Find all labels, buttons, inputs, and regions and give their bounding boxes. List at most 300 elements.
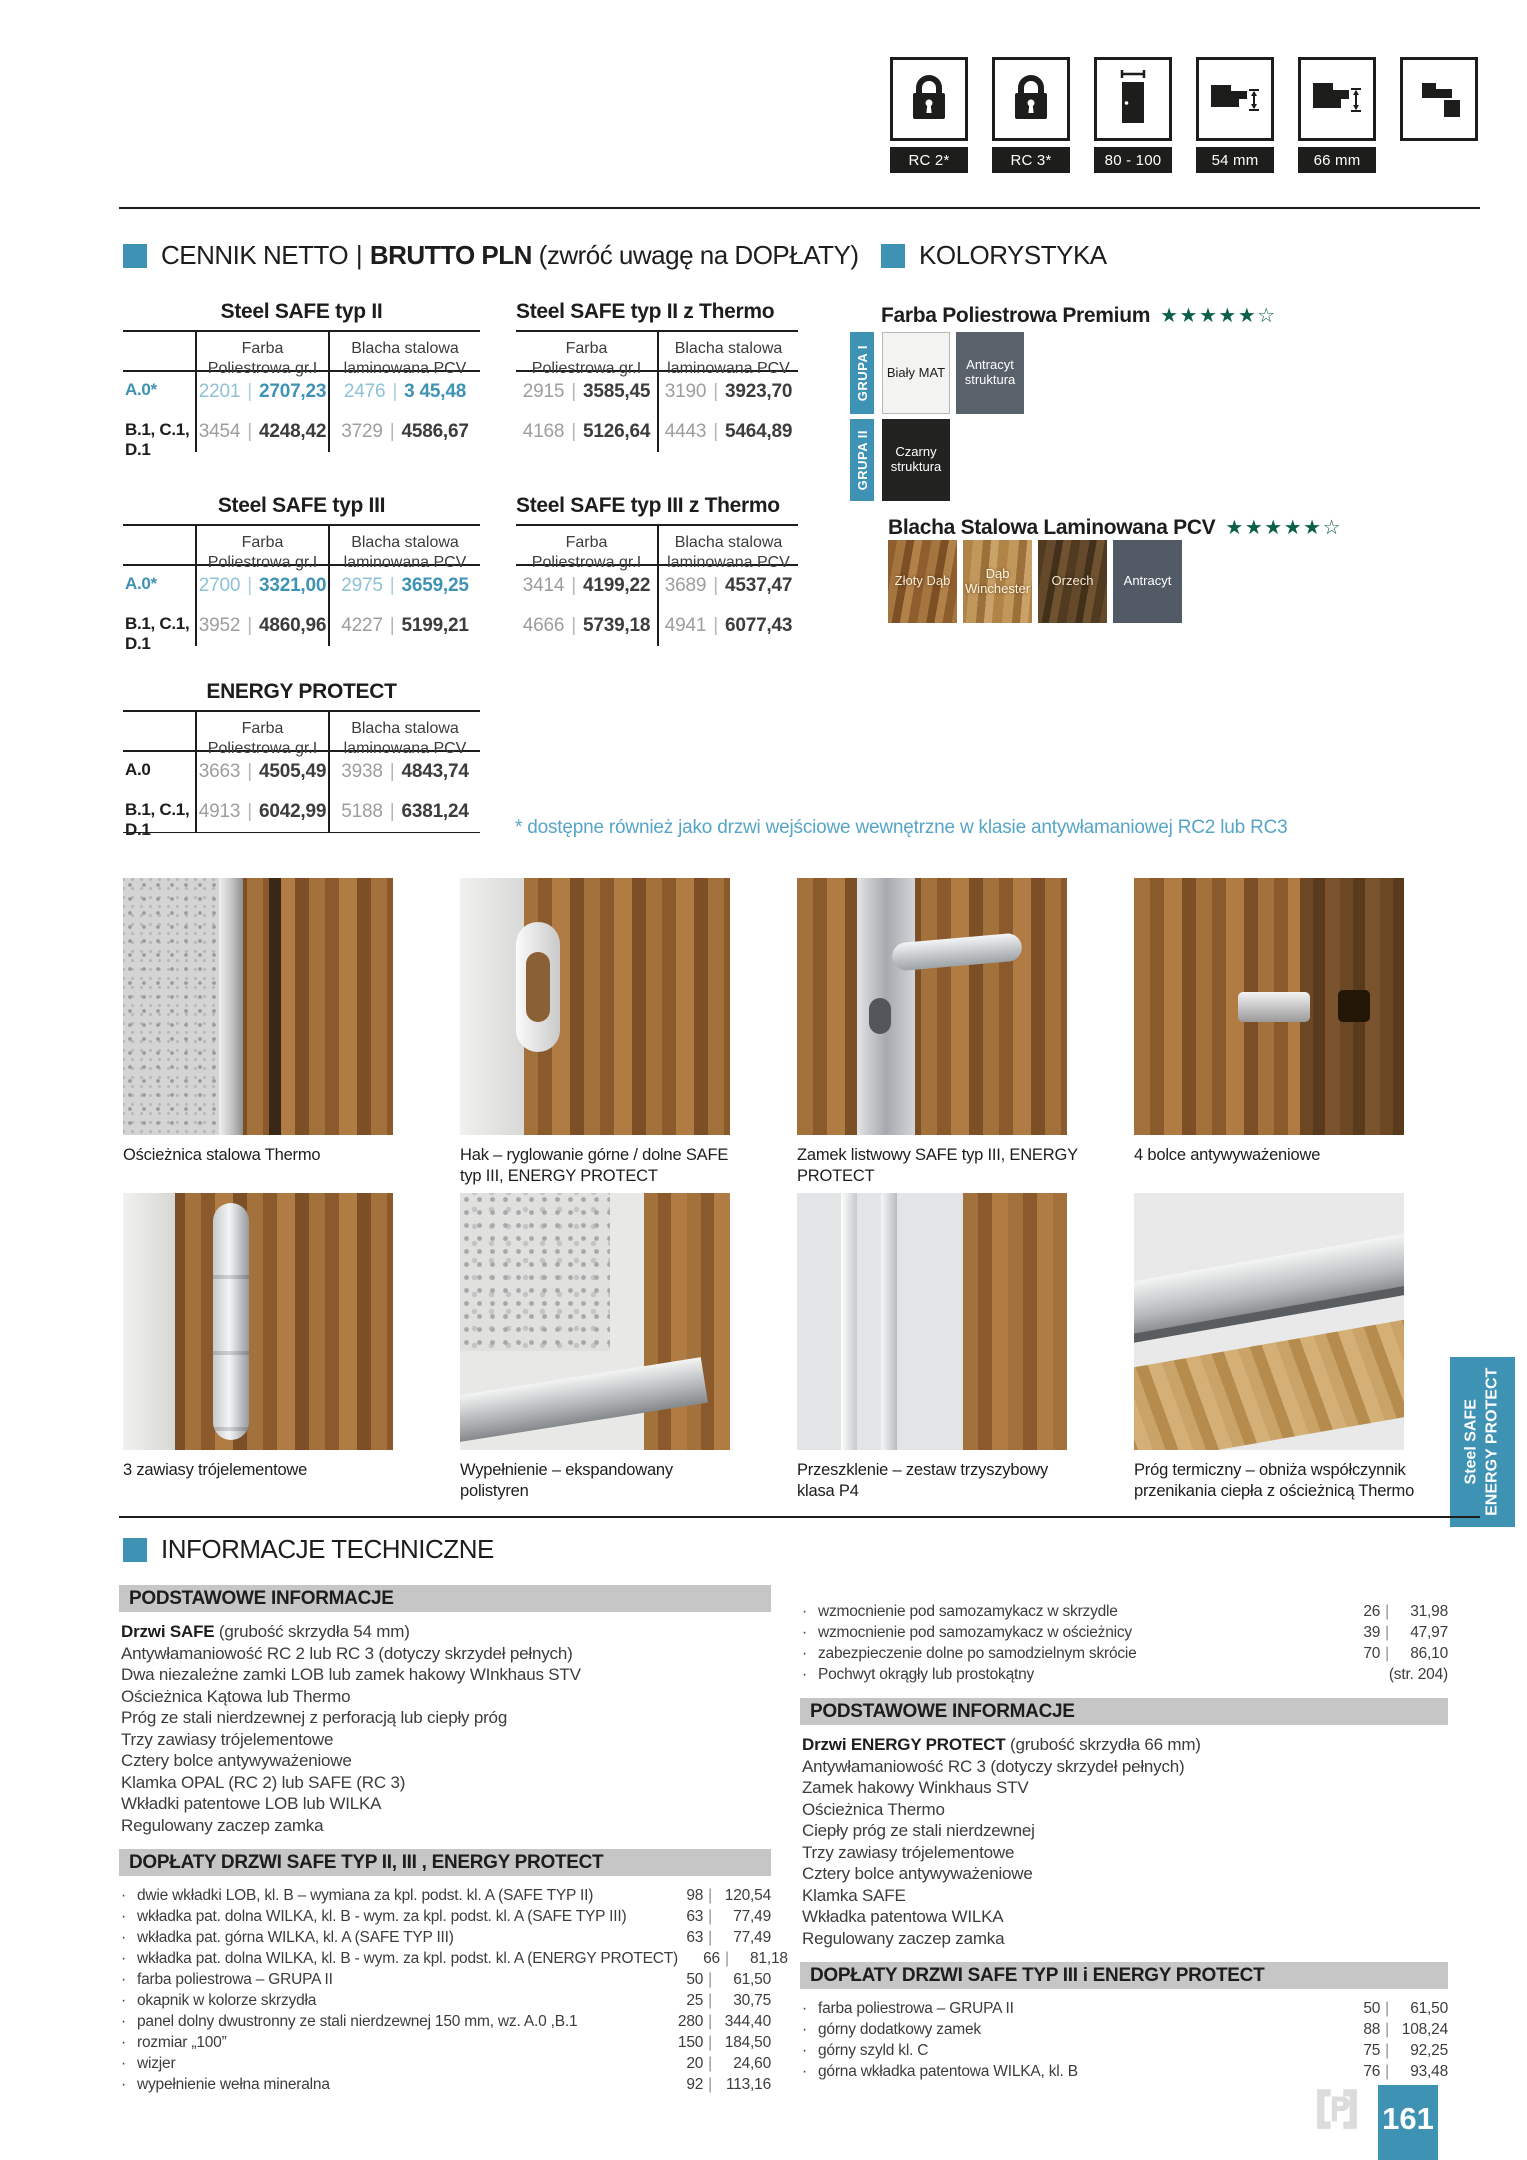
badge-label: 54 mm bbox=[1196, 147, 1274, 173]
bullet-icon: · bbox=[121, 1929, 126, 1946]
surcharge-price: 50 | 61,50 bbox=[661, 1969, 771, 1990]
surcharge-text: dwie wkładki LOB, kl. B – wymiana za kpl. podst. kl. A (SAFE TYP II) bbox=[137, 1887, 594, 1904]
info-line: Dwa niezależne zamki LOB lub zamek hakowy WInkhaus STV bbox=[121, 1665, 581, 1684]
column-header: Blacha stalowa laminowana PCV bbox=[657, 332, 798, 372]
certification-badge bbox=[890, 57, 968, 173]
gross-price: 3659,25 bbox=[401, 575, 469, 597]
surcharge-text: zabezpieczenie dolne po samodzielnym skrócie bbox=[818, 1645, 1137, 1662]
surcharge-row bbox=[802, 2019, 1448, 2040]
column-header: Blacha stalowa laminowana PCV bbox=[328, 526, 480, 566]
gross-price: 4537,47 bbox=[724, 575, 793, 597]
row-label: B.1, C.1, D.1 bbox=[125, 800, 190, 839]
surcharge-row bbox=[121, 1969, 771, 1990]
info-line: Antywłamaniowość RC 3 (dotyczy skrzydeł pełnych) bbox=[802, 1756, 1185, 1776]
tech-column-right bbox=[800, 1592, 1448, 2095]
surcharge-text: panel dolny dwustronny ze stali nierdzewnej 150 mm, wz. A.0 ,B.1 bbox=[137, 2013, 578, 2030]
page-number: 161 bbox=[1378, 2085, 1438, 2160]
surcharge-price: 63 | 77,49 bbox=[661, 1906, 771, 1927]
surcharge-price: 70 | 86,10 bbox=[1338, 1643, 1448, 1664]
bullet-icon: · bbox=[121, 1971, 126, 1988]
price-cell: 2975 | 3659,25 bbox=[328, 566, 480, 606]
photo-figure bbox=[1134, 1193, 1415, 1508]
price-table bbox=[123, 680, 480, 839]
photo-layer bbox=[269, 878, 281, 1135]
photo-layer bbox=[213, 1203, 249, 1440]
photo-caption: Ościeżnica stalowa Thermo bbox=[123, 1146, 321, 1164]
gross-price: 4586,67 bbox=[401, 421, 469, 443]
net-price: 4168 bbox=[522, 421, 565, 443]
surcharge-row bbox=[802, 1622, 1448, 1643]
star-filled-icon: ★ bbox=[1218, 305, 1238, 327]
gross-price: 113,16 bbox=[725, 2076, 771, 2093]
net-price: 2700 bbox=[198, 575, 241, 597]
surcharge-price: 75 | 92,25 bbox=[1338, 2040, 1448, 2061]
photo-layer bbox=[123, 1193, 175, 1450]
price-table-title: Steel SAFE typ III bbox=[217, 494, 386, 517]
photo-layer bbox=[219, 878, 243, 1135]
info-line: Zamek hakowy Winkhaus STV bbox=[802, 1778, 1029, 1797]
rating-stars-icon bbox=[1160, 303, 1277, 328]
surcharge-price: 66 | 81,18 bbox=[678, 1948, 788, 1969]
surcharge-text: farba poliestrowa – GRUPA II bbox=[818, 2000, 1014, 2017]
laminated-steel-heading bbox=[888, 515, 1342, 540]
surcharge-row bbox=[121, 1927, 771, 1948]
side-tab-label bbox=[1462, 1368, 1504, 1516]
surcharge-price: 280 | 344,40 bbox=[661, 2011, 771, 2032]
surcharge-row bbox=[802, 2061, 1448, 2082]
column-header: Blacha stalowa laminowana PCV bbox=[328, 712, 480, 752]
photo-layer bbox=[869, 998, 891, 1034]
price-table-grid bbox=[123, 524, 480, 653]
photo-figure bbox=[460, 1193, 730, 1508]
gross-price: 3 45,48 bbox=[404, 381, 467, 403]
laminated-steel-title: Blacha Stalowa Laminowana PCV bbox=[888, 515, 1216, 539]
photo-layer bbox=[123, 878, 219, 1135]
price-cell: 2915 | 3585,45 bbox=[522, 381, 651, 403]
net-price: 2201 bbox=[198, 381, 241, 403]
photo-layer bbox=[841, 1193, 857, 1450]
badge-box bbox=[1094, 57, 1172, 141]
lock-photo bbox=[797, 878, 1067, 1135]
gross-price: 344,40 bbox=[724, 2013, 771, 2030]
photo-figure bbox=[460, 878, 730, 1193]
gross-price: 6381,24 bbox=[401, 801, 469, 823]
surcharge-row bbox=[121, 2011, 771, 2032]
column-header: Blacha stalowa laminowana PCV bbox=[328, 332, 480, 372]
net-price: 50 bbox=[1363, 2000, 1381, 2017]
net-price: 76 bbox=[1363, 2063, 1381, 2080]
price-table bbox=[516, 494, 798, 646]
gross-price: 4248,42 bbox=[258, 421, 327, 443]
info-line: Trzy zawiasy trójelementowe bbox=[802, 1842, 1015, 1862]
info-line: Trzy zawiasy trójelementowe bbox=[121, 1729, 334, 1749]
surcharge-row bbox=[121, 2074, 771, 2095]
gross-price: 86,10 bbox=[1410, 1645, 1448, 1662]
tech-heading-text: INFORMACJE TECHNICZNE bbox=[161, 1534, 494, 1564]
photo-figure bbox=[123, 878, 393, 1193]
price-table-grid bbox=[516, 524, 798, 646]
star-filled-icon: ★ bbox=[1283, 517, 1304, 539]
net-price: 50 bbox=[686, 1971, 704, 1988]
badge-box bbox=[1298, 57, 1376, 141]
surcharge-row bbox=[802, 1664, 1448, 1685]
surcharge-text: wkładka pat. dolna WILKA, kl. B - wym. za kpl. podst. kl. A (SAFE TYP III) bbox=[137, 1908, 627, 1925]
surcharge-text: wkładka pat. dolna WILKA, kl. B - wym. za kpl. podst. kl. A (ENERGY PROTECT) bbox=[137, 1950, 678, 1967]
basic-info-list bbox=[121, 1621, 771, 1836]
gross-price: 61,50 bbox=[1410, 2000, 1448, 2017]
bullet-icon: · bbox=[802, 2021, 807, 2038]
group-tab-label: GRUPA I bbox=[854, 344, 870, 402]
photo-layer bbox=[526, 952, 550, 1022]
group-tab-label: GRUPA II bbox=[854, 429, 870, 491]
bullet-icon: · bbox=[121, 1908, 126, 1925]
surcharge-row bbox=[121, 1906, 771, 1927]
badge-box bbox=[1196, 57, 1274, 141]
price-cell: 3952 | 4860,96 bbox=[195, 606, 328, 646]
photo-caption: 3 zawiasy trójelementowe bbox=[123, 1461, 308, 1479]
price-cell: 3938 | 4843,74 bbox=[328, 752, 480, 792]
price-cell: 2476 | 3 45,48 bbox=[328, 372, 480, 412]
photo-caption: Próg termiczny – obniża współczynnik przenikania ciepła z ościeżnicą Thermo bbox=[1134, 1461, 1415, 1501]
column-header: Farba Poliestrowa gr.I bbox=[516, 526, 657, 566]
surcharge-price: 20 | 24,60 bbox=[661, 2053, 771, 2074]
info-line: Wkładki patentowe LOB lub WILKA bbox=[121, 1794, 382, 1813]
net-price: 280 bbox=[677, 2013, 704, 2030]
surcharge-text: wypełnienie wełna mineralna bbox=[137, 2076, 330, 2093]
price-cell: 4913 | 6042,99 bbox=[195, 792, 328, 832]
divider bbox=[119, 207, 1480, 209]
gross-price: 6042,99 bbox=[258, 801, 327, 823]
star-filled-icon: ★ bbox=[1244, 517, 1265, 539]
info-line-bold: Drzwi ENERGY PROTECT bbox=[802, 1735, 1006, 1754]
photo-layer bbox=[1338, 990, 1370, 1022]
info-line: Klamka SAFE bbox=[802, 1885, 906, 1905]
photo-caption: Hak – ryglowanie górne / dolne SAFE typ III, ENERGY PROTECT bbox=[460, 1146, 729, 1186]
rating-stars-icon bbox=[1225, 515, 1342, 540]
certification-badge bbox=[1094, 57, 1172, 173]
net-price: 3454 bbox=[198, 421, 241, 443]
gross-price: 3321,00 bbox=[258, 575, 327, 597]
badge-box bbox=[1400, 57, 1478, 141]
net-price: 5188 bbox=[341, 801, 383, 823]
star-filled-icon: ★ bbox=[1160, 305, 1180, 327]
price-cell: 2201 | 2707,23 bbox=[195, 372, 328, 412]
bullet-icon: · bbox=[802, 1666, 807, 1683]
colors-heading-text: KOLORYSTYKA bbox=[919, 240, 1107, 270]
info-line: Wkładka patentowa WILKA bbox=[802, 1907, 1004, 1926]
photo-figure bbox=[797, 1193, 1067, 1508]
side-tab-line1: Steel SAFE bbox=[1462, 1399, 1480, 1485]
bullet-icon: · bbox=[121, 2034, 126, 2051]
surcharge-text: wkładka pat. górna WILKA, kl. A (SAFE TYP III) bbox=[137, 1929, 454, 1946]
net-price: 3729 bbox=[341, 421, 383, 443]
tech-section-heading bbox=[123, 1534, 494, 1565]
surcharge-price: 39 | 47,97 bbox=[1338, 1622, 1448, 1643]
surcharge-text: Pochwyt okrągły lub prostokątny bbox=[818, 1666, 1035, 1683]
net-price: 39 bbox=[1363, 1624, 1381, 1641]
certification-badge bbox=[1196, 57, 1274, 173]
surcharge-row bbox=[121, 1885, 771, 1906]
bullet-icon: · bbox=[802, 2063, 807, 2080]
info-line-bold: Drzwi SAFE bbox=[121, 1622, 215, 1641]
net-price: 3190 bbox=[664, 381, 707, 403]
price-cell: 4443 | 5464,89 bbox=[657, 412, 798, 452]
surcharge-text: górny szyld kl. C bbox=[818, 2042, 929, 2059]
color-swatch: Orzech bbox=[1038, 540, 1107, 623]
net-price: 4443 bbox=[664, 421, 707, 443]
certification-badge bbox=[1298, 57, 1376, 173]
badge-label: 66 mm bbox=[1298, 147, 1376, 173]
surcharge-text: rozmiar „100” bbox=[137, 2034, 227, 2051]
bullet-icon: · bbox=[121, 2076, 126, 2093]
info-line: Ościeżnica Kątowa lub Thermo bbox=[121, 1686, 351, 1706]
photo-figure bbox=[123, 1193, 393, 1508]
fill-photo bbox=[460, 1193, 730, 1450]
door-width-icon bbox=[1110, 69, 1156, 130]
price-cell: 3414 | 4199,22 bbox=[522, 575, 651, 597]
bullet-icon: · bbox=[802, 1645, 807, 1662]
surcharge-text: wzmocnienie pod samozamykacz w ościeżnicy bbox=[818, 1624, 1132, 1641]
info-line: Ciepły próg ze stali nierdzewnej bbox=[802, 1821, 1035, 1840]
net-price: 3952 bbox=[198, 615, 241, 637]
row-label: A.0* bbox=[125, 574, 157, 594]
surcharge-price bbox=[1381, 1664, 1448, 1685]
gross-price: 93,48 bbox=[1410, 2063, 1448, 2080]
padlock-icon bbox=[906, 72, 952, 127]
colors-section-heading bbox=[881, 240, 1107, 271]
gross-price: 30,75 bbox=[733, 1992, 771, 2009]
gross-price: 61,50 bbox=[733, 1971, 771, 1988]
info-line: Klamka OPAL (RC 2) lub SAFE (RC 3) bbox=[121, 1772, 406, 1792]
net-price: 25 bbox=[686, 1992, 704, 2009]
price-cell: 4666 | 5739,18 bbox=[522, 615, 651, 637]
detail-photos bbox=[123, 878, 1415, 1508]
surcharge-price: 76 | 93,48 bbox=[1338, 2061, 1448, 2082]
bullet-icon: · bbox=[121, 1950, 126, 1967]
availability-footnote: * dostępne również jako drzwi wejściowe wewnętrzne w klasie antywłamaniowej RC2 lub RC3 bbox=[515, 817, 1288, 838]
bullet-icon: · bbox=[802, 1603, 807, 1620]
photo-layer bbox=[460, 878, 524, 1135]
price-cell: 3663 | 4505,49 bbox=[195, 752, 328, 792]
photo-layer bbox=[1238, 992, 1310, 1022]
group-tab bbox=[850, 419, 874, 501]
price-cell: 3454 | 4248,42 bbox=[195, 412, 328, 452]
price-cell: 4227 | 5199,21 bbox=[328, 606, 480, 646]
gross-price: 24,60 bbox=[733, 2055, 771, 2072]
surcharge-row bbox=[121, 1948, 788, 1969]
price-cell: 4941 | 6077,43 bbox=[657, 606, 798, 646]
price-table bbox=[123, 300, 480, 459]
gross-price: 77,49 bbox=[733, 1929, 771, 1946]
net-price: 66 bbox=[703, 1950, 720, 1967]
gross-price: 92,25 bbox=[1410, 2042, 1448, 2059]
surcharge-text: farba poliestrowa – GRUPA II bbox=[137, 1971, 333, 1988]
row-label: B.1, C.1, D.1 bbox=[125, 614, 190, 653]
surcharge-price: 92 | 113,16 bbox=[661, 2074, 771, 2095]
gross-price: 5739,18 bbox=[582, 615, 651, 637]
net-price: 70 bbox=[1363, 1645, 1381, 1662]
price-cell: 4168 | 5126,64 bbox=[522, 421, 651, 443]
star-filled-icon: ★ bbox=[1303, 517, 1323, 539]
price-table-grid bbox=[123, 710, 480, 839]
hinge-photo bbox=[123, 1193, 393, 1450]
gross-price: 4505,49 bbox=[258, 761, 327, 783]
basic-info-list bbox=[802, 1734, 1448, 1949]
surcharge-price: 50 | 61,50 bbox=[1338, 1998, 1448, 2019]
pricing-heading-bold: BRUTTO PLN bbox=[369, 240, 532, 270]
price-table bbox=[516, 300, 798, 452]
gross-price: 31,98 bbox=[1410, 1603, 1448, 1620]
price-cell: 3729 | 4586,67 bbox=[328, 412, 480, 452]
net-price: 92 bbox=[686, 2076, 704, 2093]
certification-badge bbox=[992, 57, 1070, 173]
divider bbox=[119, 1516, 1480, 1518]
net-price: 4666 bbox=[522, 615, 565, 637]
gross-price: 184,50 bbox=[724, 2034, 771, 2051]
net-price: 4941 bbox=[664, 615, 707, 637]
table-corner bbox=[123, 526, 195, 566]
star-outline-icon: ☆ bbox=[1257, 305, 1277, 327]
frame-photo bbox=[123, 878, 393, 1135]
gross-price: 5126,64 bbox=[582, 421, 651, 443]
gross-price: 5199,21 bbox=[401, 615, 469, 637]
price-cell: 2700 | 3321,00 bbox=[195, 566, 328, 606]
glass-photo bbox=[797, 1193, 1067, 1450]
photo-figure bbox=[797, 878, 1078, 1193]
price-cell: 3689 | 4537,47 bbox=[657, 566, 798, 606]
section-bullet bbox=[123, 244, 147, 268]
info-line: Antywłamaniowość RC 2 lub RC 3 (dotyczy skrzydeł pełnych) bbox=[121, 1643, 573, 1663]
surcharge-row bbox=[121, 1990, 771, 2011]
pricing-section-heading bbox=[123, 240, 859, 271]
gross-price: 3923,70 bbox=[724, 381, 793, 403]
price-table-title: Steel SAFE typ II bbox=[220, 300, 383, 323]
info-line: Drzwi ENERGY PROTECT (grubość skrzydła 66 mm) bbox=[802, 1735, 1201, 1754]
net-price: 2915 bbox=[522, 381, 565, 403]
surcharges-list-continued bbox=[802, 1601, 1448, 1685]
bullet-icon: · bbox=[121, 1992, 126, 2009]
surcharge-price: 150 | 184,50 bbox=[661, 2032, 771, 2053]
publisher-logo-icon bbox=[1314, 2086, 1360, 2132]
surcharge-row bbox=[802, 1601, 1448, 1622]
gross-price: 4843,74 bbox=[401, 761, 469, 783]
surcharges-list bbox=[802, 1998, 1448, 2082]
net-price: 26 bbox=[1363, 1603, 1381, 1620]
surcharge-price: 63 | 77,49 bbox=[661, 1927, 771, 1948]
net-price: 98 bbox=[686, 1887, 704, 1904]
gross-price: 4199,22 bbox=[582, 575, 651, 597]
photo-figure bbox=[1134, 878, 1404, 1193]
badge-label: RC 2* bbox=[890, 147, 968, 173]
gross-price: 120,54 bbox=[724, 1887, 771, 1904]
page-reference: (str. 204) bbox=[1388, 1666, 1448, 1683]
table-corner bbox=[123, 712, 195, 752]
info-line: Drzwi SAFE (grubość skrzydła 54 mm) bbox=[121, 1622, 410, 1641]
surcharge-price: 98 | 120,54 bbox=[661, 1885, 771, 1906]
price-table-title: Steel SAFE typ II z Thermo bbox=[516, 300, 775, 323]
surcharge-text: górna wkładka patentowa WILKA, kl. B bbox=[818, 2063, 1078, 2080]
net-price: 3689 bbox=[664, 575, 707, 597]
info-line: Regulowany zaczep zamka bbox=[802, 1928, 1005, 1948]
threshold-icon bbox=[1414, 75, 1464, 124]
net-price: 4227 bbox=[341, 615, 383, 637]
surcharge-text: górny dodatkowy zamek bbox=[818, 2021, 981, 2038]
star-filled-icon: ★ bbox=[1237, 305, 1258, 327]
color-swatch: Złoty Dąb bbox=[888, 540, 957, 623]
info-line: Ościeżnica Thermo bbox=[802, 1799, 945, 1819]
column-header: Farba Poliestrowa gr.I bbox=[195, 526, 328, 566]
padlock-icon bbox=[1008, 72, 1054, 127]
photo-layer bbox=[881, 1193, 897, 1450]
surcharges-bar: DOPŁATY DRZWI SAFE TYP III i ENERGY PROTECT bbox=[800, 1962, 1448, 1989]
badge-label: 80 - 100 bbox=[1094, 147, 1172, 173]
gross-price: 108,24 bbox=[1401, 2021, 1448, 2038]
surcharges-list bbox=[121, 1885, 788, 2095]
color-swatch: Antracyt struktura bbox=[956, 332, 1024, 414]
group-tab bbox=[850, 332, 874, 414]
side-tab-line2: ENERGY PROTECT bbox=[1483, 1367, 1501, 1517]
surcharge-text: okapnik w kolorze skrzydła bbox=[137, 1992, 317, 2009]
badge-box bbox=[890, 57, 968, 141]
badge-box bbox=[992, 57, 1070, 141]
color-swatch: Dąb Winchester bbox=[963, 540, 1032, 623]
gross-price: 77,49 bbox=[733, 1908, 771, 1925]
surcharge-text: wzmocnienie pod samozamykacz w skrzydle bbox=[818, 1603, 1118, 1620]
info-line: Cztery bolce antywyważeniowe bbox=[121, 1751, 352, 1770]
basic-info-bar: PODSTAWOWE INFORMACJE bbox=[119, 1585, 771, 1612]
net-price: 150 bbox=[677, 2034, 704, 2051]
info-line: Próg ze stali nierdzewnej z perforacją lub ciepły próg bbox=[121, 1708, 508, 1727]
row-label: B.1, C.1, D.1 bbox=[125, 420, 190, 459]
bullet-icon: · bbox=[802, 1624, 807, 1641]
paint-premium-title: Farba Poliestrowa Premium bbox=[881, 303, 1151, 327]
star-filled-icon: ★ bbox=[1198, 305, 1219, 327]
price-cell: 3190 | 3923,70 bbox=[657, 372, 798, 412]
certification-badges bbox=[890, 57, 1478, 173]
net-price: 20 bbox=[686, 2055, 704, 2072]
star-filled-icon: ★ bbox=[1179, 305, 1199, 327]
section-bullet bbox=[881, 244, 905, 268]
net-price: 3663 bbox=[198, 761, 241, 783]
pricing-heading-prefix: CENNIK NETTO bbox=[161, 240, 349, 270]
net-price: 63 bbox=[686, 1929, 704, 1946]
photo-caption: Wypełnienie – ekspandowany polistyren bbox=[460, 1461, 673, 1501]
price-table-title: Steel SAFE typ III z Thermo bbox=[516, 494, 780, 517]
net-price: 88 bbox=[1363, 2021, 1381, 2038]
net-price: 75 bbox=[1363, 2042, 1381, 2059]
pricing-heading-text bbox=[161, 240, 859, 271]
photo-layer bbox=[644, 1193, 730, 1450]
surcharge-price: 88 | 108,24 bbox=[1338, 2019, 1448, 2040]
surcharge-row bbox=[121, 2032, 771, 2053]
row-label: A.0 bbox=[125, 760, 151, 780]
gross-price: 81,18 bbox=[750, 1950, 788, 1967]
profile-54-icon bbox=[1209, 75, 1261, 124]
net-price: 4913 bbox=[198, 801, 241, 823]
hook-photo bbox=[460, 878, 730, 1135]
gross-price: 5464,89 bbox=[724, 421, 793, 443]
net-price: 2975 bbox=[341, 575, 383, 597]
photo-caption: 4 bolce antywyważeniowe bbox=[1134, 1146, 1321, 1164]
surcharge-text: wizjer bbox=[137, 2055, 176, 2072]
side-tab-steel-safe bbox=[1450, 1357, 1515, 1527]
paint-premium-heading bbox=[881, 303, 1277, 328]
pricing-heading-separator: | bbox=[355, 240, 363, 270]
price-table bbox=[123, 494, 480, 653]
color-swatch: Biały MAT bbox=[882, 332, 950, 414]
color-swatch: Czarny struktura bbox=[882, 419, 950, 501]
badge-label: RC 3* bbox=[992, 147, 1070, 173]
